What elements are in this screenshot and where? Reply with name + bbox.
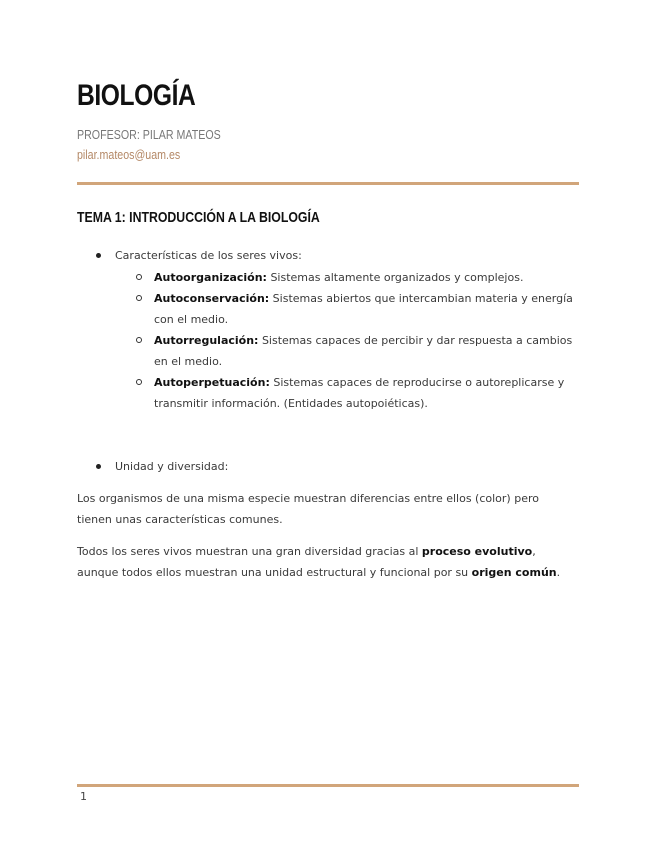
paragraph-text: , aunque todos ellos muestran una unidad estructural y funcional por su — [77, 545, 536, 579]
term-description: Sistemas capaces de reproducirse o autoreplicarse y transmitir información. (Entidades autopoiéticas). — [154, 376, 565, 410]
bullet-icon — [96, 464, 101, 469]
page-number: 1 — [80, 790, 87, 803]
term-description: Sistemas abiertos que intercambian materia y energía con el medio. — [154, 292, 573, 326]
bold-term: origen común — [471, 566, 557, 579]
list-item-label: Características de los seres vivos: — [115, 249, 302, 262]
term-label: Autorregulación: — [154, 334, 259, 347]
circle-bullet-icon — [136, 274, 142, 280]
teacher-name: PROFESOR: PILAR MATEOS — [77, 127, 221, 142]
paragraph-text: Todos los seres vivos muestran una gran diversidad gracias al — [77, 545, 422, 558]
term-label: Autoconservación: — [154, 292, 270, 305]
footer-divider — [77, 784, 579, 787]
section-heading: TEMA 1: INTRODUCCIÓN A LA BIOLOGÍA — [77, 209, 320, 226]
circle-bullet-icon — [136, 337, 142, 343]
sublist-item-autoconservacion — [136, 288, 581, 330]
characteristics-sublist — [136, 267, 581, 414]
circle-bullet-icon — [136, 379, 142, 385]
list-item-label: Unidad y diversidad: — [115, 460, 229, 473]
term-label: Autoorganización: — [154, 271, 267, 284]
sublist-item-autoorganizacion — [136, 267, 581, 288]
bold-term: proceso evolutivo — [421, 545, 533, 558]
term-description: Sistemas altamente organizados y complejos. — [266, 271, 524, 284]
paragraph-evolution — [77, 541, 577, 583]
paragraph-text: . — [556, 566, 561, 579]
teacher-email[interactable]: pilar.mateos@uam.es — [77, 147, 181, 162]
circle-bullet-icon — [136, 295, 142, 301]
sublist-item-autorregulacion — [136, 330, 581, 372]
sublist-item-autoperpetuacion — [136, 372, 581, 414]
bullet-icon — [96, 253, 101, 258]
term-description: Sistemas capaces de percibir y dar respuesta a cambios en el medio. — [154, 334, 573, 368]
document-title: BIOLOGÍA — [77, 79, 196, 112]
term-label: Autoperpetuación: — [154, 376, 270, 389]
paragraph-species: Los organismos de una misma especie muestran diferencias entre ellos (color) pero tienen unas características comunes. — [77, 492, 539, 526]
header-divider — [77, 182, 579, 185]
